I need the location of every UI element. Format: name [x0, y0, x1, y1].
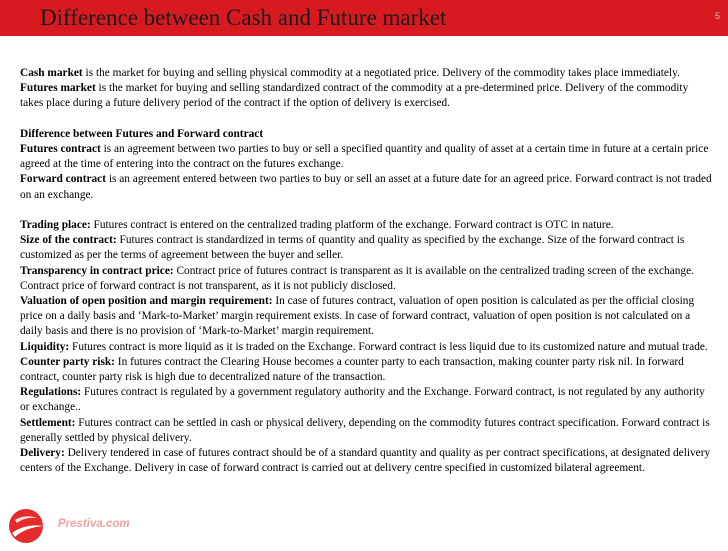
term-label: Size of the contract: [20, 234, 117, 247]
term-label: Cash market [20, 67, 83, 79]
term-label: Counter party risk: [20, 355, 115, 368]
term-description: In case of futures contract, valuation of open position is calculated as per the official closing price on a daily basis and ‘Mark-to-Market’ margin requirement exists. In case of forward contract, valuation of open position is not calculated on a daily basis and there is no provision of ‘Mark-to-Market’ margin requirement. [20, 295, 695, 338]
slide-body [20, 66, 714, 476]
prestiva-logo-icon [6, 506, 46, 551]
paragraph-settlement [20, 416, 714, 446]
paragraph-futures-market [20, 81, 714, 111]
paragraph-size-of-contract [20, 233, 714, 263]
brand-name: Prestiva.com [58, 518, 130, 530]
term-description: Contract price of futures contract is transparent as it is available on the centralized trading screen of the exchange. Contract price of forward contract is not transparent, as it is not publicly disclosed. [20, 264, 694, 292]
term-description: Futures contract is regulated by a government regulatory authority and the Exchange. Forward contract, is not regulated by any authority or exchange.. [20, 386, 705, 414]
paragraph-forward-contract [20, 172, 714, 202]
paragraph-transparency [20, 264, 714, 294]
paragraph-valuation [20, 294, 714, 340]
term-label: Futures contract [20, 143, 101, 155]
term-description: Futures contract is more liquid as it is traded on the Exchange. Forward contract is less liquid due to its customized nature and mutual trade. [69, 340, 708, 353]
page-number: 5 [714, 11, 720, 21]
term-description: Futures contract is standardized in terms of quantity and quality as specified by the exchange. Size of the forward contract is customized as per the terms of agreement between the buyer and seller. [20, 234, 685, 262]
term-label: Futures market [20, 82, 96, 95]
term-label: Transparency in contract price: [20, 264, 174, 277]
term-description: Futures contract can be settled in cash or physical delivery, depending on the commodity futures contract specification. Forward contract is generally settled by physical delivery. [20, 416, 710, 444]
term-description: In futures contract the Clearing House becomes a counter party to each transaction, making counter party risk nil. In forward contract, counter party risk is high due to decentralized nature of the transaction. [20, 355, 684, 384]
paragraph-cash-market [20, 66, 714, 81]
paragraph-delivery [20, 446, 714, 476]
term-label: Valuation of open position and margin requirement: [20, 295, 273, 308]
paragraph-futures-contract [20, 142, 714, 172]
term-label: Regulations: [20, 386, 82, 399]
term-description: is an agreement between two parties to buy or sell a specified quantity and quality of asset at a certain time in future at a certain price agreed at the time of entering into the contract on the futures exchange. [20, 143, 709, 171]
spacer [20, 112, 714, 127]
term-label: Trading place: [20, 219, 91, 231]
heading-label: Difference between Futures and Forward contract [20, 127, 264, 140]
term-label: Liquidity: [20, 340, 70, 353]
section-heading [20, 127, 714, 142]
term-description: is an agreement entered between two parties to buy or sell an asset at a future date for an agreed price. Forward contract is not traded on an exchange. [20, 173, 712, 201]
slide-title: Difference between Cash and Future market [40, 5, 447, 30]
term-label: Settlement: [20, 416, 76, 429]
title-bar [0, 0, 728, 36]
spacer [20, 203, 714, 218]
paragraph-counter-party-risk [20, 355, 714, 385]
term-description: Delivery tendered in case of futures contract should be of a standard quantity and quality as per contract specifications, at designated delivery centers of the Exchange. Delivery in case of forward contract is carried out at delivery centre specified in customized bilateral agreement. [20, 447, 711, 475]
term-description: is the market for buying and selling physical commodity at a negotiated price. Delivery of the commodity takes place immediately. [82, 67, 680, 79]
paragraph-regulations [20, 385, 714, 415]
term-label: Forward contract [20, 173, 106, 186]
term-description: Futures contract is entered on the centralized trading platform of the exchange. Forward contract is OTC in nature. [90, 219, 614, 231]
paragraph-liquidity [20, 340, 714, 355]
term-description: is the market for buying and selling standardized contract of the commodity at a pre-determined price. Delivery of the commodity takes place during a future delivery period of the contract if the option of delivery is exercised. [20, 82, 689, 110]
term-label: Delivery: [20, 447, 65, 460]
paragraph-trading-place [20, 218, 714, 233]
